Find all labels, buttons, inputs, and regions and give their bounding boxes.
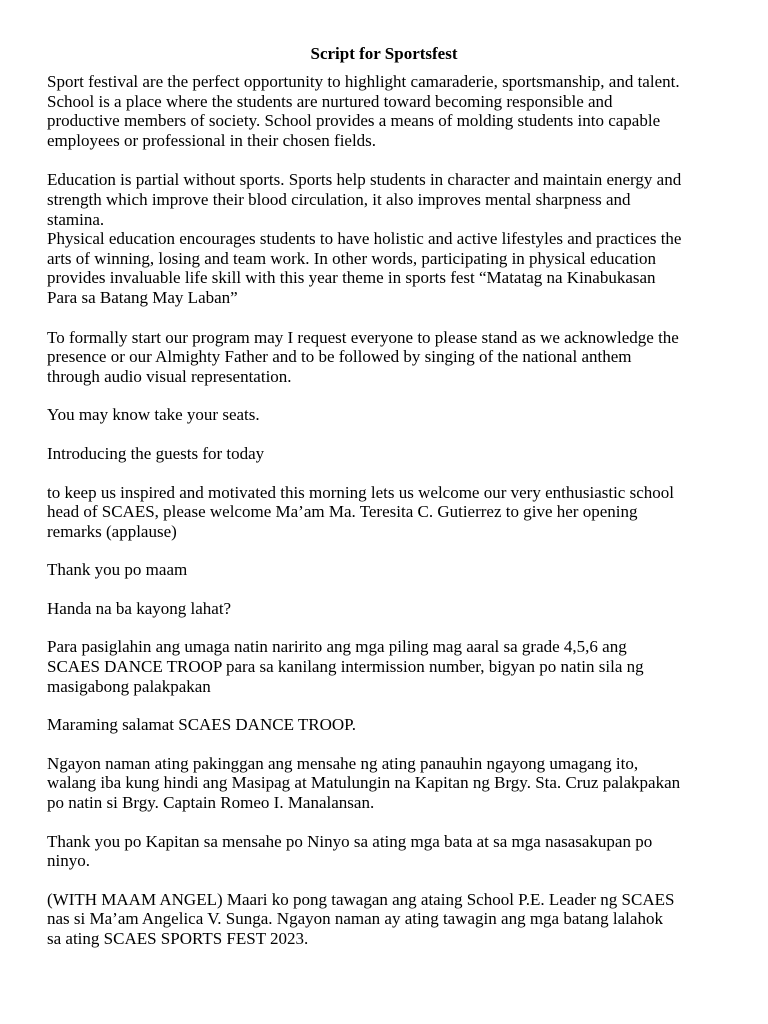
paragraph-line: You may know take your seats. [47, 405, 260, 425]
paragraph-education [47, 170, 727, 229]
page-title: Script for Sportsfest [310, 44, 458, 63]
paragraph-line: nas si Ma’am Angelica V. Sunga. Ngayon naman ay ating tawagin ang mga batang lalahok [47, 909, 663, 929]
paragraph-thank-you-kapitan [47, 832, 727, 871]
paragraph-opening [47, 328, 727, 387]
paragraph-line: arts of winning, losing and team work. In other words, participating in physical education [47, 248, 657, 268]
paragraph-dance-troop [47, 637, 727, 696]
paragraph-line: masigabong palakpakan [47, 676, 211, 696]
paragraph-line: through audio visual representation. [47, 366, 292, 386]
paragraph-line: Ngayon naman ating pakinggan ang mensahe ng ating panauhin ngayong umagang ito, [47, 753, 639, 773]
paragraph-line: provides invaluable life skill with this year theme in sports fest “Matatag na Kinabukasan [47, 268, 656, 288]
paragraph-line: ninyo. [47, 851, 90, 871]
paragraph-line: sa ating SCAES SPORTS FEST 2023. [47, 929, 309, 948]
paragraph-line: Physical education encourages students to have holistic and active lifestyles and practices the [47, 229, 682, 249]
paragraph-line: Introducing the guests for today [47, 443, 265, 463]
paragraph-line: walang iba kung hindi ang Masipag at Matulungin na Kapitan ng Brgy. Sta. Cruz palakpakan [47, 773, 681, 793]
paragraph-handa [47, 599, 727, 619]
paragraph-kapitan-message [47, 754, 727, 813]
paragraph-line: SCAES DANCE TROOP para sa kanilang intermission number, bigyan po natin sila ng [47, 657, 644, 677]
paragraph-line: Para sa Batang May Laban” [47, 287, 238, 307]
paragraph-line: Handa na ba kayong lahat? [47, 598, 232, 618]
paragraph-salamat [47, 715, 727, 735]
paragraph-line: (WITH MAAM ANGEL) Maari ko pong tawagan ang ataing School P.E. Leader ng SCAES [47, 889, 675, 909]
paragraph-intro [47, 72, 727, 150]
paragraph-pe-leader [47, 890, 727, 949]
paragraph-line: to keep us inspired and motivated this morning lets us welcome our very enthusiastic school [47, 482, 674, 502]
document-body [47, 66, 727, 949]
paragraph-welcome-head [47, 483, 727, 542]
paragraph-physical-education [47, 229, 727, 307]
paragraph-line: po natin si Brgy. Captain Romeo I. Manalansan. [47, 793, 375, 813]
paragraph-line: Thank you po Kapitan sa mensahe po Ninyo sa ating mga bata at sa mga nasasakupan po [47, 831, 653, 851]
paragraph-line: Sport festival are the perfect opportunity to highlight camaraderie, sportsmanship, and talent. [47, 72, 680, 91]
paragraph-line: School is a place where the students are nurtured toward becoming responsible and [47, 91, 613, 111]
paragraph-line: productive members of society. School provides a means of molding students into capable [47, 111, 661, 131]
paragraph-seats [47, 405, 727, 425]
paragraph-line: presence or our Almighty Father and to be followed by singing of the national anthem [47, 347, 632, 367]
paragraph-line: To formally start our program may I request everyone to please stand as we acknowledge the [47, 327, 679, 347]
paragraph-line: Para pasiglahin ang umaga natin naririto ang mga piling mag aaral sa grade 4,5,6 ang [47, 637, 627, 657]
paragraph-guests [47, 444, 727, 464]
paragraph-line: head of SCAES, please welcome Ma’am Ma. Teresita C. Gutierrez to give her opening [47, 502, 638, 522]
paragraph-line: employees or professional in their chosen fields. [47, 130, 377, 150]
paragraph-line: remarks (applause) [47, 521, 177, 541]
paragraph-line: stamina. [47, 209, 105, 229]
paragraph-line: Education is partial without sports. Sports help students in character and maintain energy and [47, 170, 682, 190]
paragraph-thank-you-maam [47, 560, 727, 580]
paragraph-line: Thank you po maam [47, 560, 188, 580]
paragraph-line: strength which improve their blood circulation, it also improves mental sharpness and [47, 189, 631, 209]
paragraph-line: Maraming salamat SCAES DANCE TROOP. [47, 715, 356, 735]
